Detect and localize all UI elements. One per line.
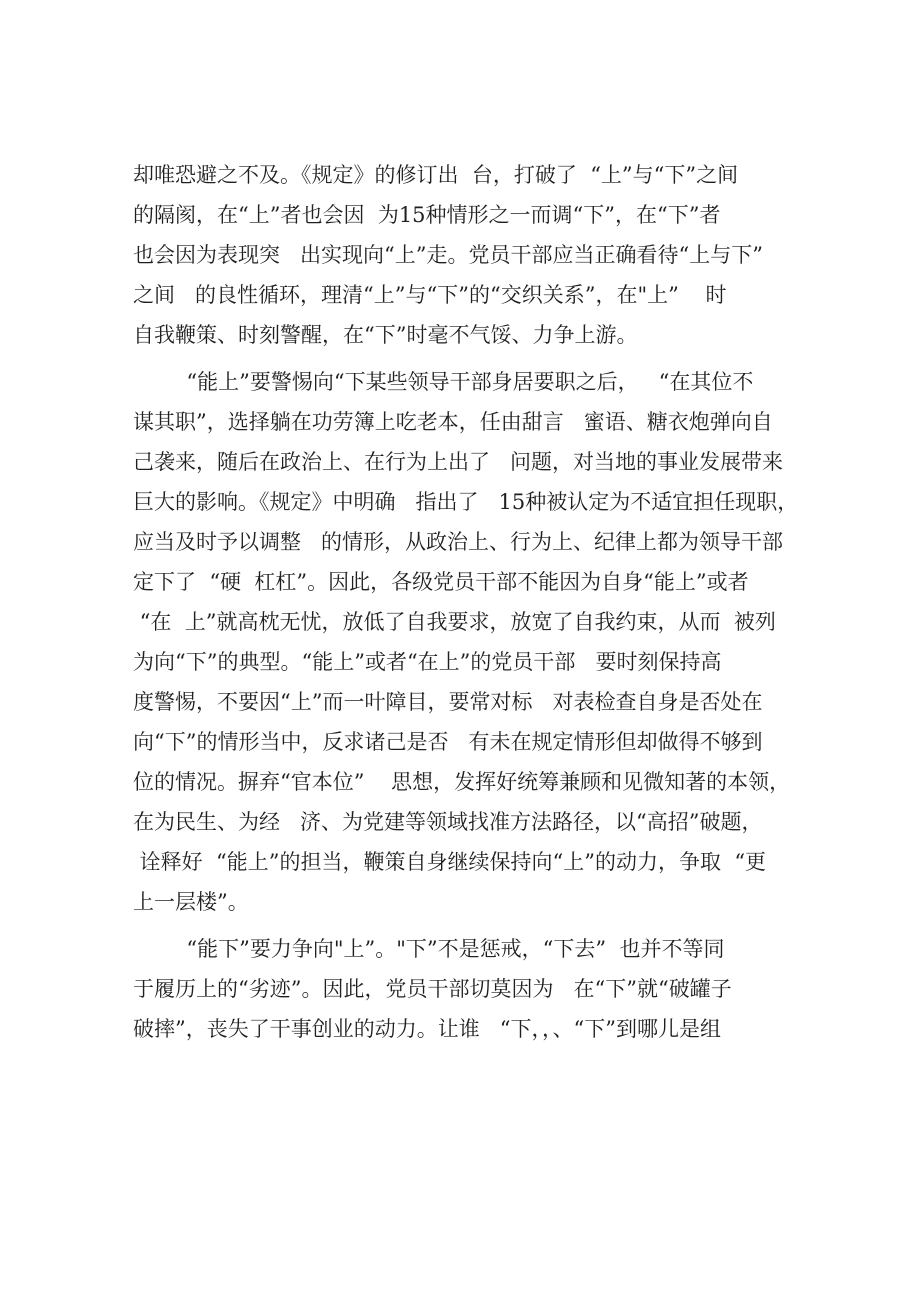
- text-line: “在 上”就高枕无忧，放低了自我要求，放宽了自我约束，从而 被列: [133, 610, 776, 634]
- text-line: 也会因为表现突 出实现向“上”走。党员干部应当正确看待“上与下”: [133, 243, 763, 267]
- text-line: 应当及时予以调整 的情形，从政治上、行为上、纪律上都为领导干部: [133, 530, 784, 554]
- text-line: 自我鞭策、时刻警醒，在“下”时毫不气馁、力争上游。: [133, 323, 638, 347]
- text-line: “能上”要警惕向“下某些领导干部身居要职之后， “在其位不: [133, 370, 754, 394]
- text-line: 却唯恐避之不及。《规定》的修订出 台，打破了 “上”与“下”之间: [133, 163, 739, 187]
- text-line: 定下了 “硬 杠杠”。因此，各级党员干部不能因为自身“能上”或者: [133, 570, 749, 594]
- text-line: 谋其职”，选择躺在功劳簿上吃老本，任由甜言 蜜语、糖衣炮弹向自: [133, 410, 773, 434]
- text-line: “能下”要力争向"上”。"下”不是惩戒，“下去” 也并不等同: [133, 937, 725, 961]
- text-line: 巨大的影响。《规定》中明确 指出了 15种被认定为不适宜担任现职，: [133, 490, 799, 514]
- text-line: 己袭来，随后在政治上、在行为上出了 问题，对当地的事业发展带来: [133, 450, 784, 474]
- body-text: [133, 155, 813, 1049]
- text-line: 向“下”的情形当中，反求诸己是否 有未在规定情形但却做得不够到: [133, 730, 763, 754]
- text-line: 诠释好 “能上”的担当，鞭策自身继续保持向“上”的动力，争取 “更: [133, 850, 767, 874]
- text-line: 位的情况。摒弃“官本位” 思想，发挥好统筹兼顾和见微知著的本领，: [133, 770, 791, 794]
- text-line: 上一层楼”。: [133, 890, 249, 914]
- text-line: 为向“下”的典型。“能上”或者“在上”的党员干部 要时刻保持高: [133, 650, 722, 674]
- text-line: 破摔”，丧失了干事创业的动力。让谁 “下，，、“下”到哪儿是组: [133, 1017, 721, 1041]
- text-line: 在为民生、为经 济、为党建等领域找准方法路径，以“高招”破题，: [133, 810, 763, 834]
- text-line: 的隔阂，在“上”者也会因 为15种情形之一而调“下”，在“下”者: [133, 203, 721, 227]
- text-line: 度警惕，不要因“上”而一叶障目，要常对标 对表检查自身是否处在: [133, 690, 763, 714]
- text-line: 于履历上的“劣迹”。因此，党员干部切莫因为 在“下”就“破罐子: [133, 977, 732, 1001]
- text-line: 之间 的良性循环，理清“上”与“下”的“交织关系”，在"上” 时: [133, 283, 727, 307]
